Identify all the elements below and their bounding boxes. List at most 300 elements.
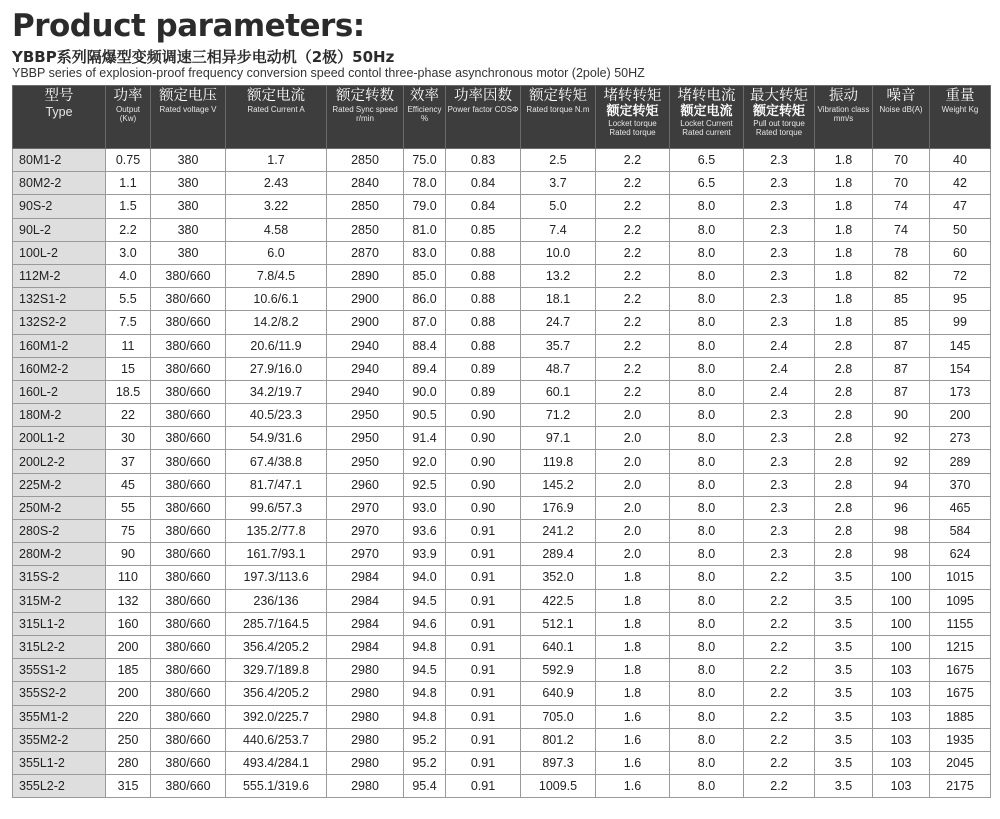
table-cell: 8.0 xyxy=(670,404,744,427)
table-cell: 0.75 xyxy=(106,149,151,172)
table-cell: 8.0 xyxy=(670,427,744,450)
table-cell: 2.3 xyxy=(744,264,815,287)
table-cell: 95.2 xyxy=(404,751,446,774)
table-row xyxy=(13,682,991,705)
table-cell: 7.4 xyxy=(521,218,596,241)
table-cell: 2950 xyxy=(327,404,404,427)
table-cell: 380/660 xyxy=(151,543,226,566)
table-cell: 70 xyxy=(873,172,930,195)
column-header-en: Output (Kw) xyxy=(115,105,140,123)
table-cell: 96 xyxy=(873,496,930,519)
table-cell: 85 xyxy=(873,311,930,334)
table-cell: 1.8 xyxy=(815,264,873,287)
type-cell: 355L1-2 xyxy=(13,751,106,774)
table-cell: 92 xyxy=(873,427,930,450)
table-cell: 13.2 xyxy=(521,264,596,287)
table-cell: 2970 xyxy=(327,543,404,566)
table-cell: 1.7 xyxy=(226,149,327,172)
type-cell: 280S-2 xyxy=(13,520,106,543)
table-cell: 3.5 xyxy=(815,612,873,635)
table-cell: 2840 xyxy=(327,172,404,195)
table-cell: 273 xyxy=(930,427,991,450)
column-header-cn: 最大转矩 xyxy=(750,88,808,104)
table-cell: 640.1 xyxy=(521,635,596,658)
table-cell: 2.3 xyxy=(744,195,815,218)
table-cell: 2.4 xyxy=(744,334,815,357)
table-cell: 173 xyxy=(930,380,991,403)
table-cell: 2.2 xyxy=(744,682,815,705)
table-cell: 11 xyxy=(106,334,151,357)
table-cell: 81.0 xyxy=(404,218,446,241)
table-cell: 8.0 xyxy=(670,334,744,357)
table-cell: 2.2 xyxy=(596,241,670,264)
table-cell: 99.6/57.3 xyxy=(226,496,327,519)
table-cell: 380/660 xyxy=(151,589,226,612)
column-header-en: Pull out torque Rated torque xyxy=(753,119,805,137)
type-cell: 355L2-2 xyxy=(13,775,106,798)
table-cell: 94 xyxy=(873,473,930,496)
table-cell: 380/660 xyxy=(151,728,226,751)
table-cell: 18.5 xyxy=(106,380,151,403)
column-header-cn: 堵转电流 xyxy=(677,88,736,104)
table-cell: 103 xyxy=(873,728,930,751)
table-cell: 2960 xyxy=(327,473,404,496)
table-row xyxy=(13,520,991,543)
table-cell: 0.88 xyxy=(446,311,521,334)
table-cell: 54.9/31.6 xyxy=(226,427,327,450)
column-header-en: Type xyxy=(45,105,73,119)
table-cell: 2.0 xyxy=(596,427,670,450)
table-cell: 95.2 xyxy=(404,728,446,751)
table-cell: 2.3 xyxy=(744,543,815,566)
table-cell: 2.5 xyxy=(521,149,596,172)
column-header-en: Efficiency % xyxy=(407,105,442,123)
table-cell: 236/136 xyxy=(226,589,327,612)
table-cell: 0.90 xyxy=(446,473,521,496)
table-cell: 2.3 xyxy=(744,496,815,519)
column-header-en: Noise dB(A) xyxy=(879,105,923,114)
table-cell: 2.3 xyxy=(744,473,815,496)
table-cell: 98 xyxy=(873,543,930,566)
table-cell: 512.1 xyxy=(521,612,596,635)
table-cell: 103 xyxy=(873,751,930,774)
column-header-en: Weight Kg xyxy=(941,105,979,114)
table-cell: 8.0 xyxy=(670,682,744,705)
table-cell: 87 xyxy=(873,380,930,403)
table-cell: 2.3 xyxy=(744,288,815,311)
table-cell: 2.2 xyxy=(744,589,815,612)
table-cell: 8.0 xyxy=(670,311,744,334)
table-cell: 74 xyxy=(873,195,930,218)
table-cell: 35.7 xyxy=(521,334,596,357)
table-cell: 110 xyxy=(106,566,151,589)
type-cell: 355M1-2 xyxy=(13,705,106,728)
table-cell: 1885 xyxy=(930,705,991,728)
table-cell: 8.0 xyxy=(670,241,744,264)
table-cell: 2.8 xyxy=(815,520,873,543)
table-row xyxy=(13,659,991,682)
table-cell: 0.88 xyxy=(446,288,521,311)
table-cell: 241.2 xyxy=(521,520,596,543)
table-cell: 78 xyxy=(873,241,930,264)
table-cell: 1.8 xyxy=(596,612,670,635)
table-cell: 79.0 xyxy=(404,195,446,218)
table-cell: 2984 xyxy=(327,612,404,635)
table-row xyxy=(13,612,991,635)
table-cell: 2850 xyxy=(327,195,404,218)
table-cell: 897.3 xyxy=(521,751,596,774)
column-header-cn: 型号 xyxy=(44,88,74,104)
table-cell: 1935 xyxy=(930,728,991,751)
table-cell: 47 xyxy=(930,195,991,218)
table-row xyxy=(13,264,991,287)
column-header xyxy=(327,86,404,149)
table-cell: 1.8 xyxy=(596,682,670,705)
table-cell: 89.4 xyxy=(404,357,446,380)
table-cell: 95 xyxy=(930,288,991,311)
table-cell: 8.0 xyxy=(670,775,744,798)
type-cell: 315M-2 xyxy=(13,589,106,612)
table-cell: 380/660 xyxy=(151,380,226,403)
table-row xyxy=(13,218,991,241)
table-cell: 7.8/4.5 xyxy=(226,264,327,287)
table-cell: 10.6/6.1 xyxy=(226,288,327,311)
table-cell: 0.88 xyxy=(446,264,521,287)
table-cell: 493.4/284.1 xyxy=(226,751,327,774)
table-cell: 2.3 xyxy=(744,520,815,543)
table-cell: 93.9 xyxy=(404,543,446,566)
column-header-cn: 振动 xyxy=(829,88,858,104)
table-row xyxy=(13,751,991,774)
table-cell: 1.8 xyxy=(815,311,873,334)
table-cell: 92.5 xyxy=(404,473,446,496)
table-cell: 2.2 xyxy=(596,218,670,241)
table-cell: 60.1 xyxy=(521,380,596,403)
table-cell: 1.6 xyxy=(596,705,670,728)
table-cell: 100 xyxy=(873,566,930,589)
table-row xyxy=(13,404,991,427)
table-cell: 0.91 xyxy=(446,751,521,774)
table-cell: 352.0 xyxy=(521,566,596,589)
type-cell: 160M2-2 xyxy=(13,357,106,380)
table-cell: 8.0 xyxy=(670,659,744,682)
table-cell: 1.8 xyxy=(815,149,873,172)
type-cell: 80M2-2 xyxy=(13,172,106,195)
subtitle-english: YBBP series of explosion-proof frequency conversion speed contol three-phase asynchronous motor (2pole) 50HZ xyxy=(12,66,645,80)
table-row xyxy=(13,566,991,589)
table-row xyxy=(13,311,991,334)
table-cell: 8.0 xyxy=(670,520,744,543)
table-cell: 2.0 xyxy=(596,404,670,427)
table-cell: 380 xyxy=(151,149,226,172)
table-cell: 94.5 xyxy=(404,659,446,682)
table-row xyxy=(13,496,991,519)
table-cell: 380/660 xyxy=(151,450,226,473)
table-cell: 380/660 xyxy=(151,427,226,450)
table-row xyxy=(13,473,991,496)
table-cell: 8.0 xyxy=(670,195,744,218)
table-cell: 2.8 xyxy=(815,427,873,450)
type-cell: 200L2-2 xyxy=(13,450,106,473)
table-cell: 72 xyxy=(930,264,991,287)
table-cell: 15 xyxy=(106,357,151,380)
table-cell: 2970 xyxy=(327,496,404,519)
table-cell: 78.0 xyxy=(404,172,446,195)
column-header xyxy=(226,86,327,149)
table-cell: 3.5 xyxy=(815,775,873,798)
table-cell: 2.8 xyxy=(815,404,873,427)
table-cell: 48.7 xyxy=(521,357,596,380)
table-cell: 100 xyxy=(873,589,930,612)
table-cell: 200 xyxy=(106,682,151,705)
table-cell: 2890 xyxy=(327,264,404,287)
table-cell: 81.7/47.1 xyxy=(226,473,327,496)
table-cell: 24.7 xyxy=(521,311,596,334)
table-cell: 2870 xyxy=(327,241,404,264)
table-cell: 0.89 xyxy=(446,357,521,380)
table-cell: 2.2 xyxy=(596,172,670,195)
column-header-cn2: 额定转矩 xyxy=(606,104,659,119)
table-cell: 18.1 xyxy=(521,288,596,311)
page-title: Product parameters: xyxy=(12,8,365,44)
column-header-cn: 噪音 xyxy=(886,88,916,104)
table-cell: 94.6 xyxy=(404,612,446,635)
column-header xyxy=(13,86,106,149)
table-row xyxy=(13,543,991,566)
column-header xyxy=(151,86,226,149)
table-row xyxy=(13,380,991,403)
table-cell: 20.6/11.9 xyxy=(226,334,327,357)
table-cell: 2950 xyxy=(327,450,404,473)
table-cell: 380/660 xyxy=(151,404,226,427)
table-cell: 1.8 xyxy=(596,659,670,682)
table-cell: 5.5 xyxy=(106,288,151,311)
table-cell: 99 xyxy=(930,311,991,334)
type-cell: 100L-2 xyxy=(13,241,106,264)
table-cell: 6.0 xyxy=(226,241,327,264)
table-cell: 87.0 xyxy=(404,311,446,334)
table-cell: 624 xyxy=(930,543,991,566)
table-row xyxy=(13,195,991,218)
table-cell: 2.3 xyxy=(744,427,815,450)
column-header xyxy=(521,86,596,149)
table-cell: 0.91 xyxy=(446,612,521,635)
table-row xyxy=(13,288,991,311)
table-cell: 2.8 xyxy=(815,380,873,403)
table-cell: 40 xyxy=(930,149,991,172)
table-cell: 801.2 xyxy=(521,728,596,751)
table-cell: 2.3 xyxy=(744,149,815,172)
table-cell: 40.5/23.3 xyxy=(226,404,327,427)
table-cell: 154 xyxy=(930,357,991,380)
table-cell: 380/660 xyxy=(151,635,226,658)
table-cell: 97.1 xyxy=(521,427,596,450)
table-row xyxy=(13,728,991,751)
table-cell: 380/660 xyxy=(151,334,226,357)
table-cell: 0.88 xyxy=(446,334,521,357)
table-cell: 0.90 xyxy=(446,496,521,519)
table-cell: 87 xyxy=(873,334,930,357)
table-cell: 3.5 xyxy=(815,589,873,612)
column-header xyxy=(670,86,744,149)
type-cell: 160L-2 xyxy=(13,380,106,403)
column-header xyxy=(106,86,151,149)
table-cell: 2980 xyxy=(327,659,404,682)
table-cell: 0.91 xyxy=(446,659,521,682)
table-cell: 705.0 xyxy=(521,705,596,728)
table-cell: 3.5 xyxy=(815,751,873,774)
type-cell: 355S2-2 xyxy=(13,682,106,705)
table-cell: 380/660 xyxy=(151,775,226,798)
column-header-cn: 堵转转矩 xyxy=(603,88,662,104)
table-cell: 2.2 xyxy=(596,264,670,287)
table-cell: 2.0 xyxy=(596,543,670,566)
table-cell: 380/660 xyxy=(151,705,226,728)
table-cell: 8.0 xyxy=(670,751,744,774)
column-header xyxy=(404,86,446,149)
table-cell: 94.8 xyxy=(404,635,446,658)
column-header xyxy=(815,86,873,149)
table-cell: 2900 xyxy=(327,288,404,311)
table-cell: 82 xyxy=(873,264,930,287)
table-cell: 2984 xyxy=(327,589,404,612)
table-cell: 103 xyxy=(873,659,930,682)
table-cell: 2.8 xyxy=(815,357,873,380)
table-cell: 285.7/164.5 xyxy=(226,612,327,635)
table-cell: 2.3 xyxy=(744,311,815,334)
table-cell: 160 xyxy=(106,612,151,635)
table-cell: 176.9 xyxy=(521,496,596,519)
table-cell: 14.2/8.2 xyxy=(226,311,327,334)
table-cell: 380/660 xyxy=(151,264,226,287)
table-cell: 87 xyxy=(873,357,930,380)
table-cell: 132 xyxy=(106,589,151,612)
table-cell: 2.3 xyxy=(744,450,815,473)
table-cell: 0.91 xyxy=(446,775,521,798)
table-cell: 2.2 xyxy=(596,195,670,218)
table-cell: 3.0 xyxy=(106,241,151,264)
table-cell: 0.88 xyxy=(446,241,521,264)
table-cell: 42 xyxy=(930,172,991,195)
table-cell: 315 xyxy=(106,775,151,798)
table-cell: 75 xyxy=(106,520,151,543)
table-cell: 2.3 xyxy=(744,241,815,264)
table-cell: 2.2 xyxy=(596,288,670,311)
type-cell: 90S-2 xyxy=(13,195,106,218)
table-cell: 103 xyxy=(873,775,930,798)
table-cell: 329.7/189.8 xyxy=(226,659,327,682)
table-cell: 356.4/205.2 xyxy=(226,682,327,705)
column-header-en: Rated torque N.m xyxy=(526,105,590,114)
type-cell: 315S-2 xyxy=(13,566,106,589)
table-cell: 37 xyxy=(106,450,151,473)
table-cell: 2.2 xyxy=(744,705,815,728)
column-header-cn2: 额定电流 xyxy=(680,104,733,119)
table-cell: 1215 xyxy=(930,635,991,658)
table-cell: 640.9 xyxy=(521,682,596,705)
table-cell: 2.0 xyxy=(596,473,670,496)
table-cell: 584 xyxy=(930,520,991,543)
table-cell: 0.89 xyxy=(446,380,521,403)
table-cell: 1.8 xyxy=(596,589,670,612)
table-cell: 94.8 xyxy=(404,705,446,728)
table-cell: 27.9/16.0 xyxy=(226,357,327,380)
table-cell: 1.5 xyxy=(106,195,151,218)
table-cell: 8.0 xyxy=(670,473,744,496)
table-cell: 370 xyxy=(930,473,991,496)
table-cell: 3.22 xyxy=(226,195,327,218)
table-cell: 161.7/93.1 xyxy=(226,543,327,566)
table-cell: 8.0 xyxy=(670,218,744,241)
table-cell: 2.2 xyxy=(596,334,670,357)
table-cell: 2.2 xyxy=(744,566,815,589)
table-cell: 3.5 xyxy=(815,659,873,682)
table-cell: 34.2/19.7 xyxy=(226,380,327,403)
table-cell: 85.0 xyxy=(404,264,446,287)
column-header xyxy=(873,86,930,149)
column-header-en: Rated voltage V xyxy=(159,105,217,114)
table-cell: 2175 xyxy=(930,775,991,798)
table-cell: 592.9 xyxy=(521,659,596,682)
table-cell: 0.84 xyxy=(446,195,521,218)
type-cell: 132S2-2 xyxy=(13,311,106,334)
column-header-en: Locket torque Rated torque xyxy=(608,119,657,137)
table-cell: 0.91 xyxy=(446,566,521,589)
table-cell: 2970 xyxy=(327,520,404,543)
table-cell: 465 xyxy=(930,496,991,519)
table-cell: 93.6 xyxy=(404,520,446,543)
column-header xyxy=(596,86,670,149)
table-cell: 2940 xyxy=(327,380,404,403)
table-cell: 92 xyxy=(873,450,930,473)
table-cell: 197.3/113.6 xyxy=(226,566,327,589)
table-cell: 6.5 xyxy=(670,149,744,172)
table-cell: 8.0 xyxy=(670,288,744,311)
column-header-cn: 效率 xyxy=(410,88,439,104)
table-cell: 2.2 xyxy=(596,149,670,172)
table-cell: 145 xyxy=(930,334,991,357)
table-cell: 10.0 xyxy=(521,241,596,264)
table-cell: 3.5 xyxy=(815,635,873,658)
table-cell: 1155 xyxy=(930,612,991,635)
table-cell: 1.6 xyxy=(596,728,670,751)
table-cell: 92.0 xyxy=(404,450,446,473)
table-cell: 422.5 xyxy=(521,589,596,612)
table-header-row xyxy=(13,86,991,149)
table-cell: 380/660 xyxy=(151,659,226,682)
table-cell: 4.0 xyxy=(106,264,151,287)
column-header xyxy=(930,86,991,149)
table-cell: 95.4 xyxy=(404,775,446,798)
column-header-cn: 额定转矩 xyxy=(529,88,587,104)
table-cell: 0.90 xyxy=(446,450,521,473)
table-cell: 200 xyxy=(106,635,151,658)
table-cell: 2.2 xyxy=(106,218,151,241)
table-cell: 1.8 xyxy=(596,635,670,658)
type-cell: 200L1-2 xyxy=(13,427,106,450)
table-cell: 100 xyxy=(873,612,930,635)
column-header-cn: 额定电压 xyxy=(159,88,217,104)
table-cell: 100 xyxy=(873,635,930,658)
table-cell: 74 xyxy=(873,218,930,241)
table-cell: 2.4 xyxy=(744,380,815,403)
table-cell: 2940 xyxy=(327,334,404,357)
table-cell: 2.2 xyxy=(596,357,670,380)
table-cell: 1.6 xyxy=(596,775,670,798)
table-cell: 90 xyxy=(106,543,151,566)
column-header xyxy=(446,86,521,149)
type-cell: 80M1-2 xyxy=(13,149,106,172)
